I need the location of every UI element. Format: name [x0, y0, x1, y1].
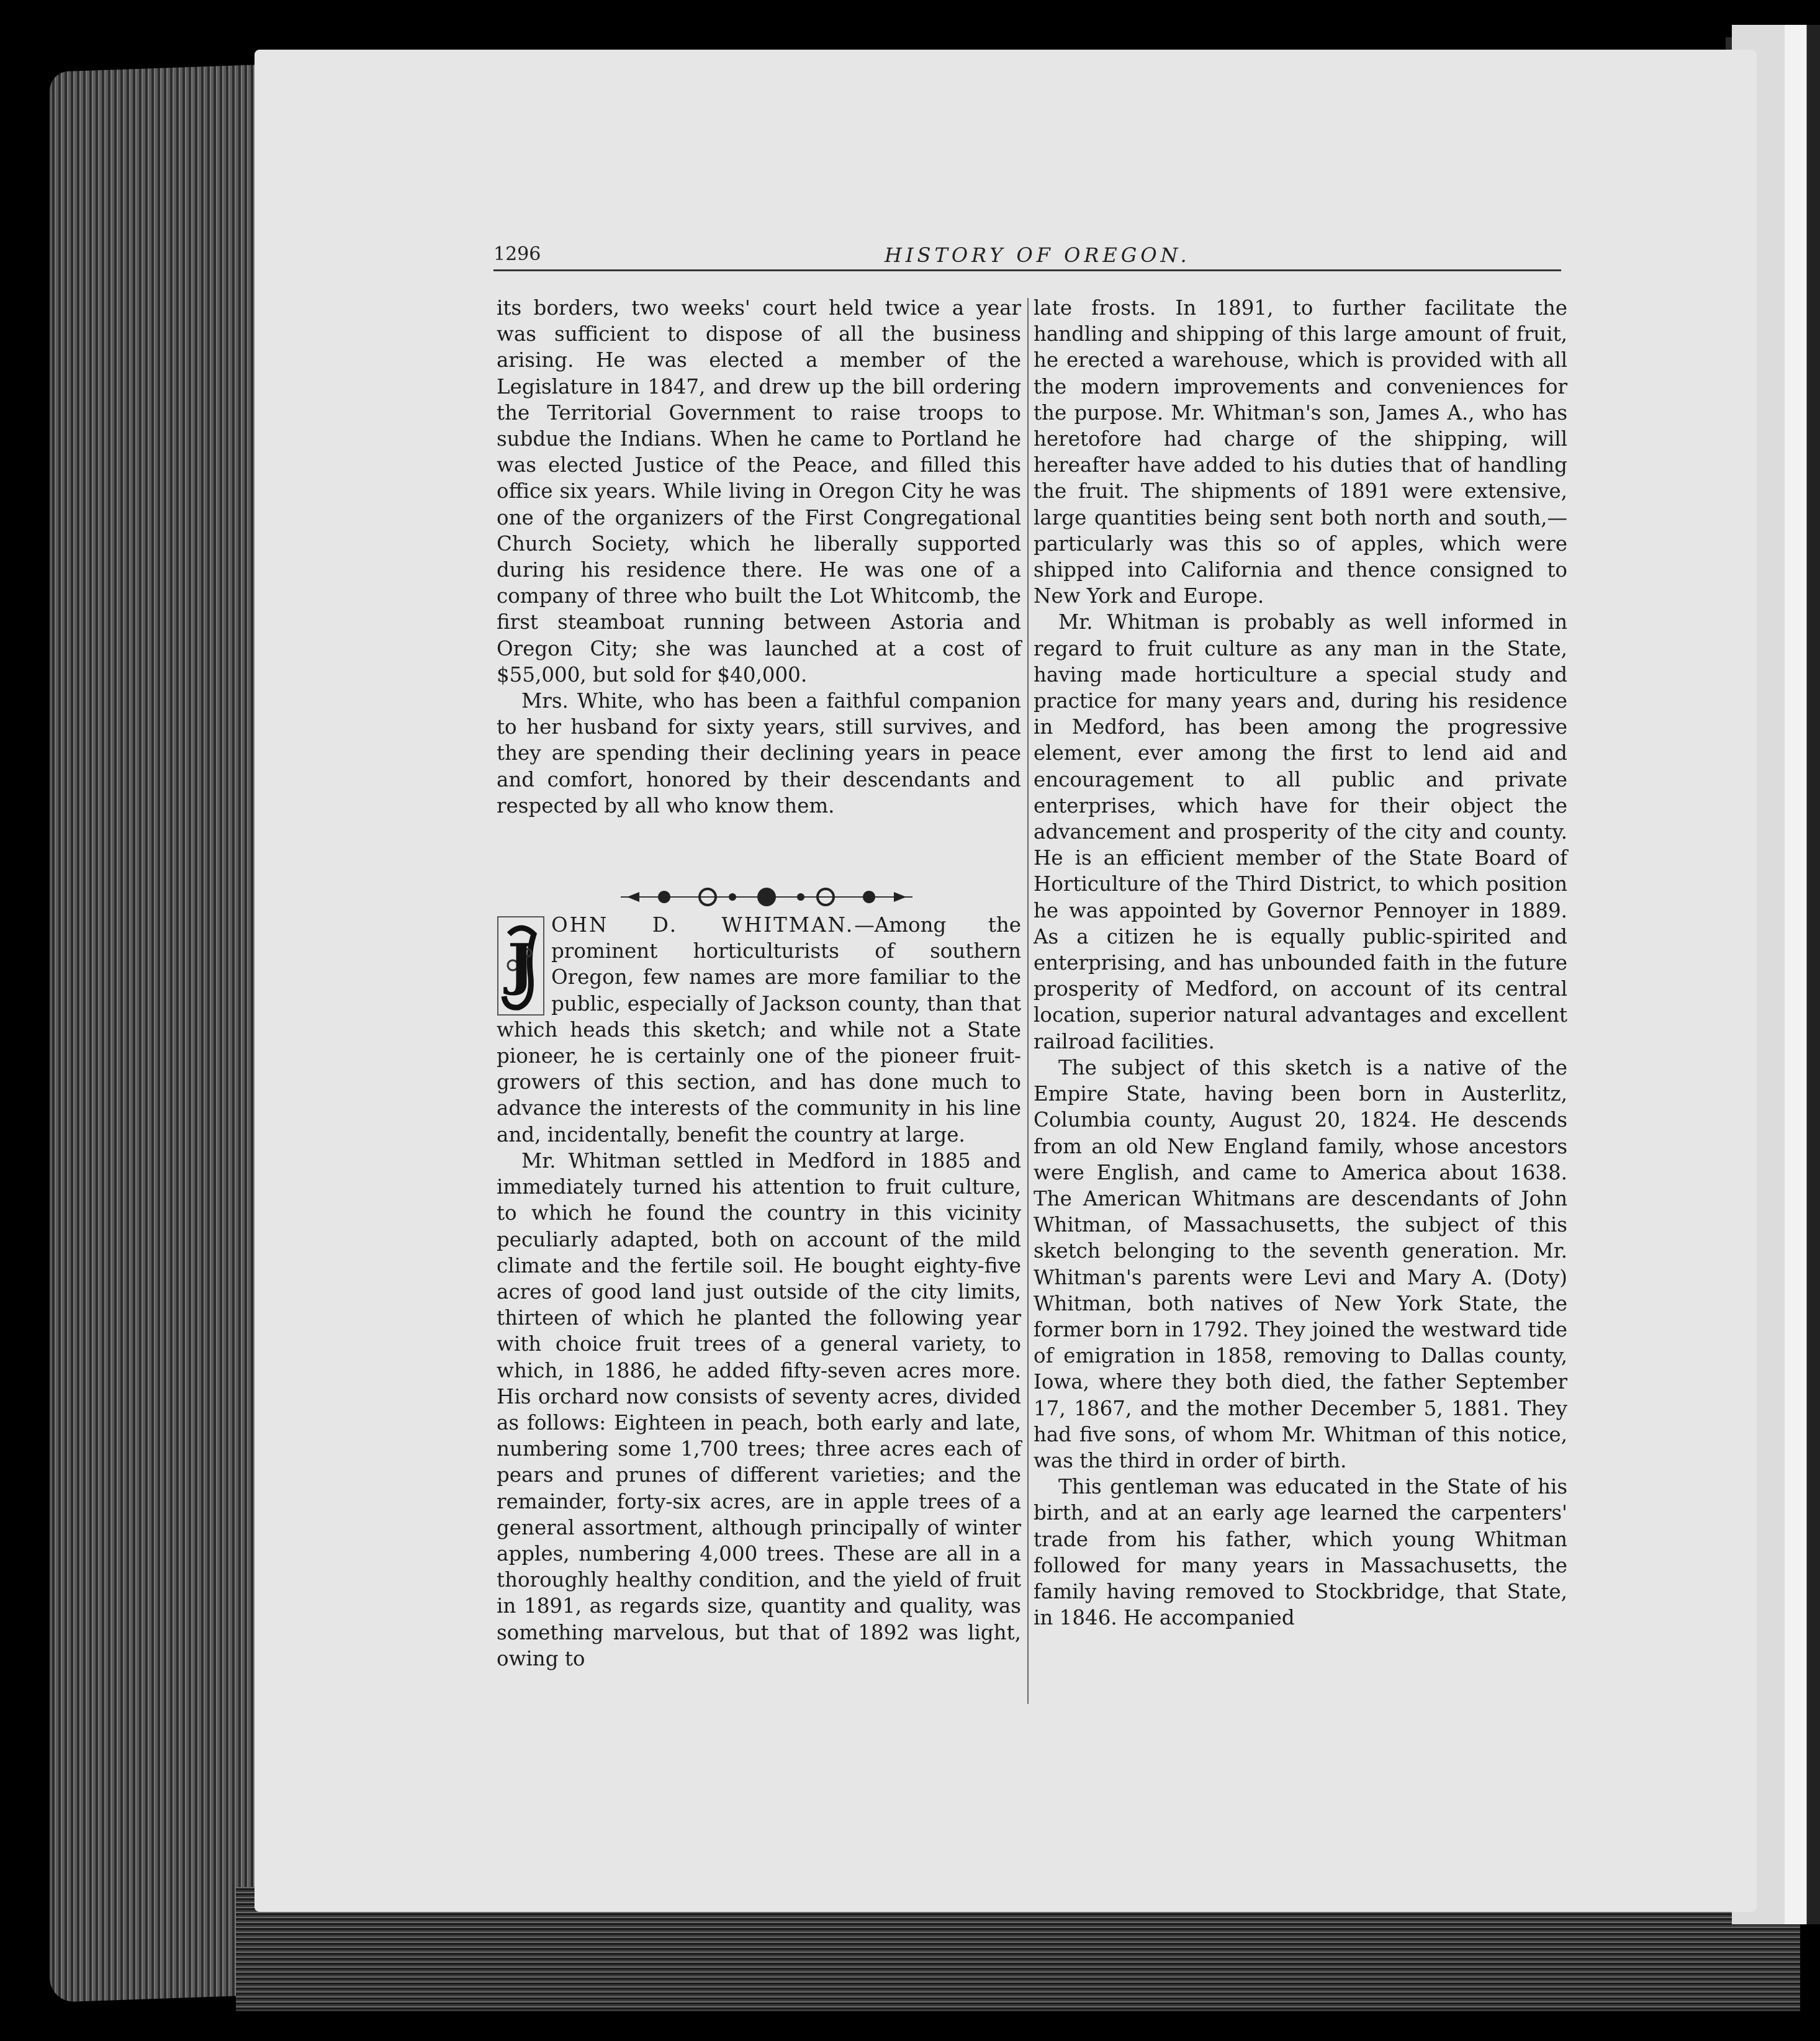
paragraph-education: This gentleman was educated in the State of his birth, and at an early age learned the carpenters' trade from his father, which young Whitman followed for many years in Massachusetts, the family having removed to Stockbridge, that State, in 1846. He accompanied — [1034, 1475, 1567, 1630]
paragraph-mrs-white: Mrs. White, who has been a faithful companion to her husband for sixty years, still survives, and they are spending their declining years in peace and comfort, honored by their descendants and respected by all who know them. — [497, 689, 1021, 818]
left-column — [497, 295, 1021, 1672]
sketch-opening — [497, 912, 1021, 1148]
right-column — [1034, 295, 1567, 1631]
svg-text:J: J — [507, 932, 534, 998]
paragraph-informed: Mr. Whitman is probably as well informed in regard to fruit culture as any man in the State, having made horticulture a special study and practice for many years and, during his residence in Medford, has been among the progressive element, ever among the first to lend aid and encouragement to all public and private enterprises, which have for their object the advancement and prosperity of the city and county. He is an efficient member of the State Board of Horticulture of the Third District, to which position he was appointed by Governor Pennoyer in 1889. As a citizen he is equally public-spirited and enterprising, and has unbounded faith in the future prosperity of Medford, on account of its central location, superior natural advantages and excellent railroad facilities. — [1034, 610, 1567, 1053]
ornament-divider-icon — [621, 885, 912, 909]
page-header — [493, 243, 1561, 271]
paragraph-whitman-intro: —Among the prominent horticulturists of southern Oregon, few names are more familiar to the public, especially of Jackson county, than that which heads this sketch; and while not a State pioneer, he is certainly one of the pioneer fruit-growers of this section, and has done much to advance the interests of the community in his line and, incidentally, benefit the country at large. — [497, 913, 1021, 1147]
drop-cap-j-icon — [497, 916, 545, 1016]
column-rule — [1027, 298, 1029, 1704]
paragraph-warehouse: late frosts. In 1891, to further facilitate the handling and shipping of this large amount of fruit, he erected a warehouse, which is provided with all the modern improvements and conveniences for the purpose. Mr. Whitman's son, James A., who has heretofore had charge of the shipping, will hereafter have added to his duties that of handling the fruit. The shipments of 1891 were extensive, large quantities being sent both north and south,—particularly was this so of apples, which were shipped into California and thence consigned to New York and Europe. — [1034, 296, 1567, 608]
sketch-heading: OHN D. WHITMAN. — [551, 913, 855, 937]
running-head: HISTORY OF OREGON. — [885, 243, 1191, 267]
book-page-edges — [50, 65, 261, 2003]
paragraph-orchard: Mr. Whitman settled in Medford in 1885 and immediately turned his attention to fruit culture, to which he found the country in this vicinity peculiarly adapted, both on account of the mild climate and the fertile soil. He bought eighty-five acres of good land just outside of the city limits, thirteen of which he planted the following year with choice fruit trees of a general variety, to which, in 1886, he added fifty-seven acres more. His orchard now consists of seventy acres, divided as follows: Eighteen in peach, both early and late, numbering some 1,700 trees; three acres each of pears and prunes of different varieties; and the remainder, forty-six acres, are in apple trees of a general assortment, although principally of winter apples, numbering 4,000 trees. These are all in a thoroughly healthy condition, and the yield of fruit in 1891, as regards size, quantity and quality, was something marvelous, but that of 1892 was light, owing to — [497, 1148, 1021, 1670]
paragraph-court: its borders, two weeks' court held twice a year was sufficient to dispose of all the business arising. He was elected a member of the Legislature in 1847, and drew up the bill ordering the Territorial Government to raise troops to subdue the Indians. When he came to Portland he was elected Justice of the Peace, and filled this office six years. While living in Oregon City he was one of the organizers of the First Congregational Church Society, which he liberally supported during his residence there. He was one of a company of three who built the Lot Whitcomb, the first steamboat running between Astoria and Oregon City; she was launched at a cost of $55,000, but sold for $40,000. — [497, 296, 1021, 687]
paragraph-native: The subject of this sketch is a native of the Empire State, having been born in Austerlitz, Columbia county, August 20, 1824. He descends from an old New England family, whose ancestors were English, and came to America about 1638. The American Whitmans are descendants of John Whitman, of Massachusetts, the subject of this sketch belonging to the seventh generation. Mr. Whitman's parents were Levi and Mary A. (Doty) Whitman, both natives of New York State, the former born in 1792. They joined the westward tide of emigration in 1858, removing to Dallas county, Iowa, where they both died, the father September 17, 1867, and the mother December 5, 1881. They had five sons, of whom Mr. Whitman of this notice, was the third in order of birth. — [1034, 1055, 1567, 1472]
page-number: 1296 — [493, 243, 541, 265]
